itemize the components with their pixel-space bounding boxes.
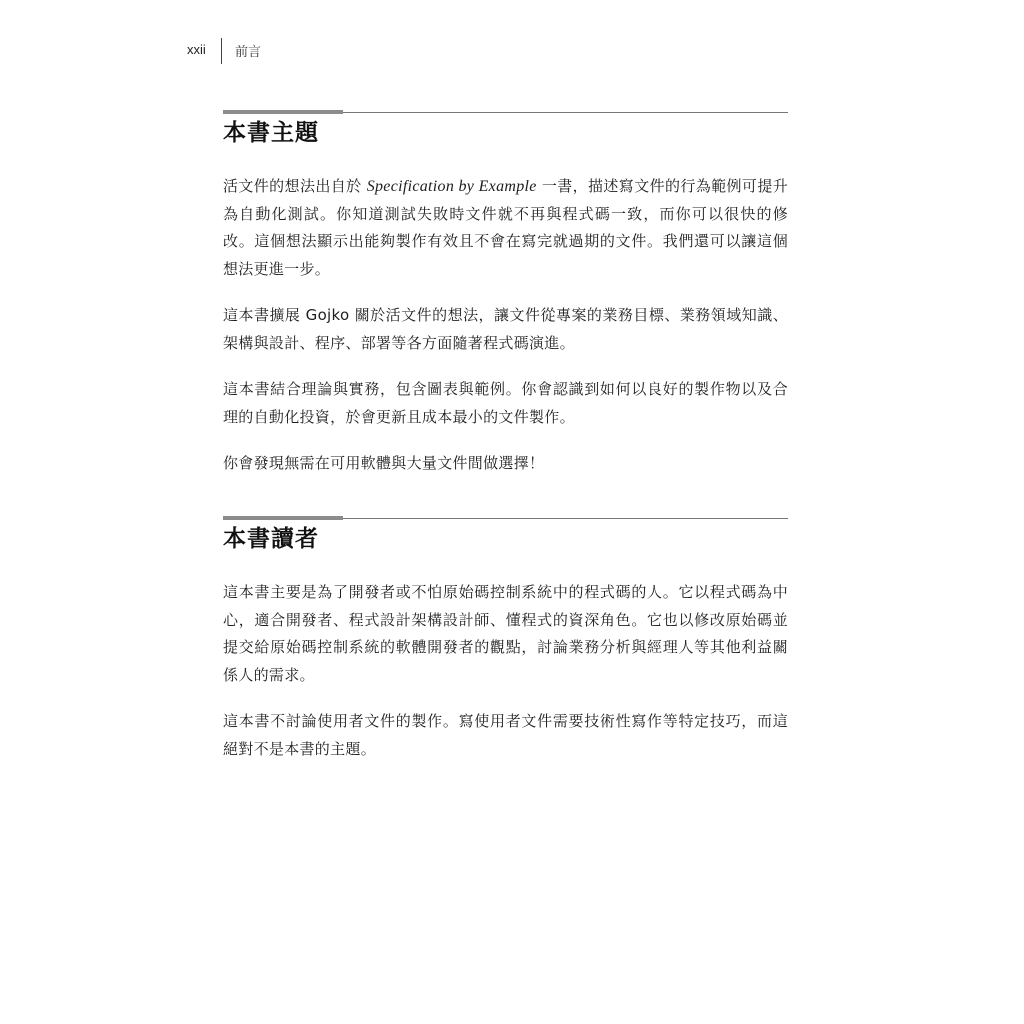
book-title-italic: Specification by Example [366, 178, 537, 195]
section-title-audience: 本書讀者 [223, 526, 319, 552]
chapter-name: 前言 [235, 45, 262, 60]
paragraph: 這本書結合理論與實務，包含圖表與範例。你會認識到如何以良好的製作物以及合理的自動化投資，於會更新且成本最小的文件製作。 [223, 380, 788, 426]
paragraph [223, 173, 788, 283]
paragraph: 你會發現無需在可用軟體與大量文件間做選擇！ [223, 454, 545, 472]
header-divider [221, 38, 222, 64]
paragraph: 這本書擴展 Gojko 關於活文件的想法，讓文件從專案的業務目標、業務領域知識、架構與設計、程序、部署等各方面隨著程式碼演進。 [223, 306, 788, 352]
section-rule [223, 110, 788, 114]
paragraph: 這本書主要是為了開發者或不怕原始碼控制系統中的程式碼的人。它以程式碼為中心，適合開發者、程式設計架構設計師、懂程式的資深角色。它也以修改原始碼並提交給原始碼控制系統的軟體開發者的觀點，討論業務分析與經理人等其他利益關係人的需求。 [223, 583, 788, 684]
section-book-topic [223, 110, 788, 478]
paragraph-text: 活文件的想法出自於 [223, 177, 367, 195]
section-rule [223, 516, 788, 520]
page-number: xxii [187, 42, 206, 57]
paragraph-text: 一書，描述寫文件的行為範例可提升為自動化測試。你知道測試失敗時文件就不再與程式碼一致，而你可以很快的修改。這個想法顯示出能夠製作有效且不會在寫完就過期的文件。我們還可以讓這個想法更進一步。 [223, 177, 789, 278]
running-head [0, 38, 1024, 66]
section-audience [223, 516, 788, 763]
paragraph: 這本書不討論使用者文件的製作。寫使用者文件需要技術性寫作等特定技巧，而這絕對不是本書的主題。 [223, 712, 788, 758]
section-title-topic: 本書主題 [223, 120, 319, 146]
